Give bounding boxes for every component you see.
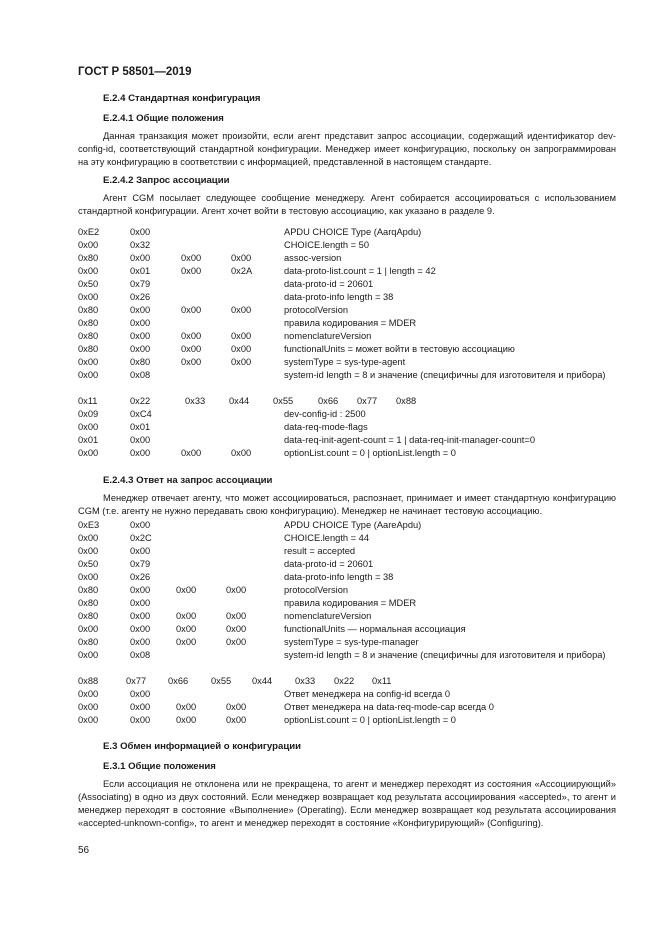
hex-byte: 0x00 xyxy=(78,572,99,582)
hex-byte: 0x80 xyxy=(130,357,151,367)
hex-byte: 0xE2 xyxy=(78,227,100,237)
hex-byte: 0x26 xyxy=(130,572,151,582)
field-description: systemType = sys-type-agent xyxy=(284,357,406,367)
hex-byte: 0x00 xyxy=(181,357,202,367)
hex-byte: 0x00 xyxy=(78,422,99,432)
hex-byte: 0x66 xyxy=(168,676,189,686)
hex-byte: 0x22 xyxy=(130,396,151,406)
hex-byte: 0x00 xyxy=(130,435,151,445)
field-description: CHOICE.length = 50 xyxy=(284,240,370,250)
hex-byte: 0x00 xyxy=(130,546,151,556)
hex-byte: 0x00 xyxy=(130,318,151,328)
hex-byte: 0x01 xyxy=(130,422,151,432)
field-description: правила кодирования = MDER xyxy=(284,318,417,328)
heading-e241: Е.2.4.1 Общие положения xyxy=(103,113,224,124)
hex-byte: 0xC4 xyxy=(130,409,152,419)
table-row xyxy=(78,395,616,408)
hex-byte: 0x11 xyxy=(372,676,392,686)
table-row xyxy=(78,688,616,701)
heading-e242: Е.2.4.2 Запрос ассоциации xyxy=(103,175,230,186)
hex-byte: 0x00 xyxy=(130,305,151,315)
hex-byte: 0x00 xyxy=(78,533,99,543)
hex-byte: 0x00 xyxy=(78,292,99,302)
hex-byte: 0x88 xyxy=(78,676,99,686)
table-row xyxy=(78,356,616,369)
hex-byte: 0x50 xyxy=(78,279,99,289)
field-description: data-proto-id = 20601 xyxy=(284,559,374,569)
hex-byte: 0x00 xyxy=(181,344,202,354)
table-row xyxy=(78,317,616,330)
hex-table-association-request xyxy=(78,226,616,460)
hex-byte: 0x00 xyxy=(176,702,197,712)
hex-byte: 0x01 xyxy=(130,266,151,276)
hex-byte: 0x00 xyxy=(130,702,151,712)
field-description: data-req-mode-flags xyxy=(284,422,368,432)
table-row xyxy=(78,265,616,278)
field-description: result = accepted xyxy=(284,546,356,556)
hex-byte: 0x00 xyxy=(78,357,99,367)
field-description: APDU CHOICE Type (AarqApdu) xyxy=(284,227,422,237)
hex-byte: 0x00 xyxy=(181,253,202,263)
hex-byte: 0x55 xyxy=(211,676,232,686)
hex-byte: 0x50 xyxy=(78,559,99,569)
table-row xyxy=(78,714,616,727)
table-row xyxy=(78,649,616,675)
paragraph-e242: Агент CGM посылает следующее сообщение менеджеру. Агент собирается ассоциироваться с использованием стандартной конфигурации. Агент хочет войти в тестовую ассоциацию, как указано в разделе 9. xyxy=(78,193,616,216)
field-description: nomenclatureVersion xyxy=(284,331,372,341)
hex-byte: 0x79 xyxy=(130,559,151,569)
hex-byte: 0x00 xyxy=(181,266,202,276)
hex-byte: 0x00 xyxy=(231,253,252,263)
field-description: system-id length = 8 и значение (специфичны для изготовителя и прибора) xyxy=(284,370,606,380)
hex-byte: 0x00 xyxy=(78,715,99,725)
hex-byte: 0x80 xyxy=(78,637,99,647)
table-row xyxy=(78,636,616,649)
hex-byte: 0x00 xyxy=(231,305,252,315)
field-description: functionalUnits = может войти в тестовую ассоциацию xyxy=(284,344,515,354)
heading-e31: Е.3.1 Общие положения xyxy=(103,761,216,772)
hex-byte: 0x79 xyxy=(130,279,151,289)
field-description: optionList.count = 0 | optionList.length = 0 xyxy=(284,715,456,725)
hex-byte: 0x00 xyxy=(130,598,151,608)
hex-byte: 0x77 xyxy=(357,396,378,406)
hex-byte: 0x44 xyxy=(229,396,250,406)
hex-byte: 0x00 xyxy=(78,546,99,556)
table-row xyxy=(78,519,616,532)
hex-byte: 0x66 xyxy=(318,396,339,406)
field-description: APDU CHOICE Type (AareApdu) xyxy=(284,520,422,530)
hex-byte: 0x55 xyxy=(273,396,294,406)
table-row xyxy=(78,584,616,597)
hex-byte: 0x77 xyxy=(126,676,147,686)
hex-byte: 0x80 xyxy=(78,253,99,263)
hex-byte: 0x08 xyxy=(130,370,151,380)
hex-byte: 0x00 xyxy=(181,305,202,315)
table-row xyxy=(78,343,616,356)
field-description: nomenclatureVersion xyxy=(284,611,372,621)
table-row xyxy=(78,369,616,395)
field-description: protocolVersion xyxy=(284,585,349,595)
table-row xyxy=(78,701,616,714)
hex-byte: 0x2C xyxy=(130,533,152,543)
hex-byte: 0x00 xyxy=(78,240,99,250)
hex-byte: 0x00 xyxy=(226,611,247,621)
paragraph-e241: Данная транзакция может произойти, если агент представит запрос ассоциации, содержащий идентификатор dev-config-id, соответствующий стандартной конфигурации. Менеджер имеет конфигурацию, поскольку он запрограммирован на эту конфигурацию в соответствии с информацией, представленной в настоящем стандарте. xyxy=(78,131,616,167)
table-row xyxy=(78,675,616,688)
heading-e243: Е.2.4.3 Ответ на запрос ассоциации xyxy=(103,475,273,486)
table-row xyxy=(78,545,616,558)
hex-byte: 0x00 xyxy=(176,611,197,621)
hex-byte: 0x00 xyxy=(181,331,202,341)
hex-byte: 0x00 xyxy=(226,702,247,712)
hex-byte: 0x00 xyxy=(176,715,197,725)
hex-byte: 0x00 xyxy=(176,585,197,595)
hex-byte: 0x00 xyxy=(78,689,99,699)
field-description: Ответ менеджера на data-req-mode-cap всегда 0 xyxy=(284,702,494,712)
hex-byte: 0x22 xyxy=(334,676,355,686)
table-row xyxy=(78,623,616,636)
hex-byte: 0x33 xyxy=(185,396,206,406)
hex-byte: 0x00 xyxy=(78,448,99,458)
table-row xyxy=(78,330,616,343)
field-description: Ответ менеджера на config-id всегда 0 xyxy=(284,689,451,699)
hex-byte: 0x00 xyxy=(231,448,252,458)
paragraph-e243: Менеджер отвечает агенту, что может ассоциироваться, распознает, принимает и имеет стандартную конфигурацию CGM (т.е. агенту не нужно передавать свою конфигурацию). Менеджер не начинает тестовую ассоциацию. xyxy=(78,493,616,516)
hex-byte: 0x00 xyxy=(78,370,99,380)
table-row xyxy=(78,304,616,317)
field-description: protocolVersion xyxy=(284,305,349,315)
hex-byte: 0x00 xyxy=(231,344,252,354)
hex-byte: 0x00 xyxy=(130,585,151,595)
hex-byte: 0x33 xyxy=(295,676,316,686)
section-e243 xyxy=(78,474,616,518)
hex-byte: 0x88 xyxy=(396,396,417,406)
hex-byte: 0x00 xyxy=(78,266,99,276)
hex-byte: 0x32 xyxy=(130,240,151,250)
hex-byte: 0x80 xyxy=(78,318,99,328)
field-description: data-req-init-agent-count = 1 | data-req-init-manager-count=0 xyxy=(284,435,535,445)
hex-byte: 0x09 xyxy=(78,409,99,419)
hex-byte: 0x00 xyxy=(130,344,151,354)
hex-byte: 0x00 xyxy=(176,637,197,647)
field-description: assoc-version xyxy=(284,253,342,263)
hex-byte: 0x00 xyxy=(130,689,151,699)
hex-byte: 0x00 xyxy=(78,650,99,660)
field-description: systemType = sys-type-manager xyxy=(284,637,419,647)
hex-byte: 0x00 xyxy=(130,448,151,458)
page-number: 56 xyxy=(78,845,90,856)
table-row xyxy=(78,291,616,304)
standard-header: ГОСТ Р 58501—2019 xyxy=(78,66,192,78)
table-row xyxy=(78,421,616,434)
field-description: data-proto-list.count = 1 | length = 42 xyxy=(284,266,436,276)
hex-byte: 0x00 xyxy=(226,624,247,634)
hex-byte: 0x00 xyxy=(78,702,99,712)
table-row xyxy=(78,558,616,571)
hex-byte: 0x00 xyxy=(226,715,247,725)
hex-byte: 0x00 xyxy=(231,357,252,367)
field-description: functionalUnits — нормальная ассоциация xyxy=(284,624,466,634)
table-row xyxy=(78,252,616,265)
hex-byte: 0x00 xyxy=(130,227,151,237)
hex-byte: 0x00 xyxy=(181,448,202,458)
table-row xyxy=(78,447,616,460)
field-description: data-proto-info length = 38 xyxy=(284,572,394,582)
table-row xyxy=(78,434,616,447)
hex-byte: 0x00 xyxy=(78,624,99,634)
hex-byte: 0x80 xyxy=(78,305,99,315)
hex-byte: 0x80 xyxy=(78,611,99,621)
heading-e3: Е.3 Обмен информацией о конфигурации xyxy=(103,741,302,752)
table-row xyxy=(78,408,616,421)
hex-byte: 0x00 xyxy=(130,637,151,647)
table-row xyxy=(78,278,616,291)
hex-byte: 0x00 xyxy=(130,253,151,263)
field-description: system-id length = 8 и значение (специфичны для изготовителя и прибора) xyxy=(284,650,606,660)
hex-byte: 0x2A xyxy=(231,266,253,276)
hex-byte: 0x00 xyxy=(130,715,151,725)
hex-byte: 0x01 xyxy=(78,435,99,445)
hex-byte: 0x00 xyxy=(130,624,151,634)
hex-byte: 0x44 xyxy=(252,676,273,686)
hex-byte: 0xE3 xyxy=(78,520,100,530)
table-row xyxy=(78,610,616,623)
heading-e24: Е.2.4 Стандартная конфигурация xyxy=(103,93,261,104)
hex-table-association-response xyxy=(78,519,616,727)
field-description: правила кодирования = MDER xyxy=(284,598,417,608)
hex-byte: 0x80 xyxy=(78,331,99,341)
hex-byte: 0x00 xyxy=(130,611,151,621)
hex-byte: 0x80 xyxy=(78,344,99,354)
table-row xyxy=(78,226,616,239)
hex-byte: 0x08 xyxy=(130,650,151,660)
hex-byte: 0x80 xyxy=(78,598,99,608)
table-row xyxy=(78,597,616,610)
table-row xyxy=(78,571,616,584)
section-e3 xyxy=(78,740,616,830)
hex-byte: 0x11 xyxy=(78,396,98,406)
field-description: dev-config-id : 2500 xyxy=(284,409,366,419)
hex-byte: 0x00 xyxy=(226,637,247,647)
field-description: optionList.count = 0 | optionList.length = 0 xyxy=(284,448,456,458)
field-description: data-proto-id = 20601 xyxy=(284,279,374,289)
table-row xyxy=(78,239,616,252)
hex-byte: 0x00 xyxy=(176,624,197,634)
field-description: CHOICE.length = 44 xyxy=(284,533,370,543)
section-e24 xyxy=(78,92,616,218)
hex-byte: 0x00 xyxy=(130,520,151,530)
paragraph-e31: Если ассоциация не отклонена или не прекращена, то агент и менеджер переходят из состояния «Ассоциирующий» (Associating) в одно из двух состояний. Если менеджер возвращает код результата ассоциирования «accepted», то агент и менеджер переходят в состояние «Выполнение» (Operating). Если менеджер возвращает код результата ассоциирования «accepted-unknown-config», то агент и менеджер переходят в состояние «Конфигурирующий» (Configuring). xyxy=(78,779,616,828)
hex-byte: 0x26 xyxy=(130,292,151,302)
hex-byte: 0x00 xyxy=(226,585,247,595)
hex-byte: 0x80 xyxy=(78,585,99,595)
hex-byte: 0x00 xyxy=(130,331,151,341)
table-row xyxy=(78,532,616,545)
hex-byte: 0x00 xyxy=(231,331,252,341)
field-description: data-proto-info length = 38 xyxy=(284,292,394,302)
